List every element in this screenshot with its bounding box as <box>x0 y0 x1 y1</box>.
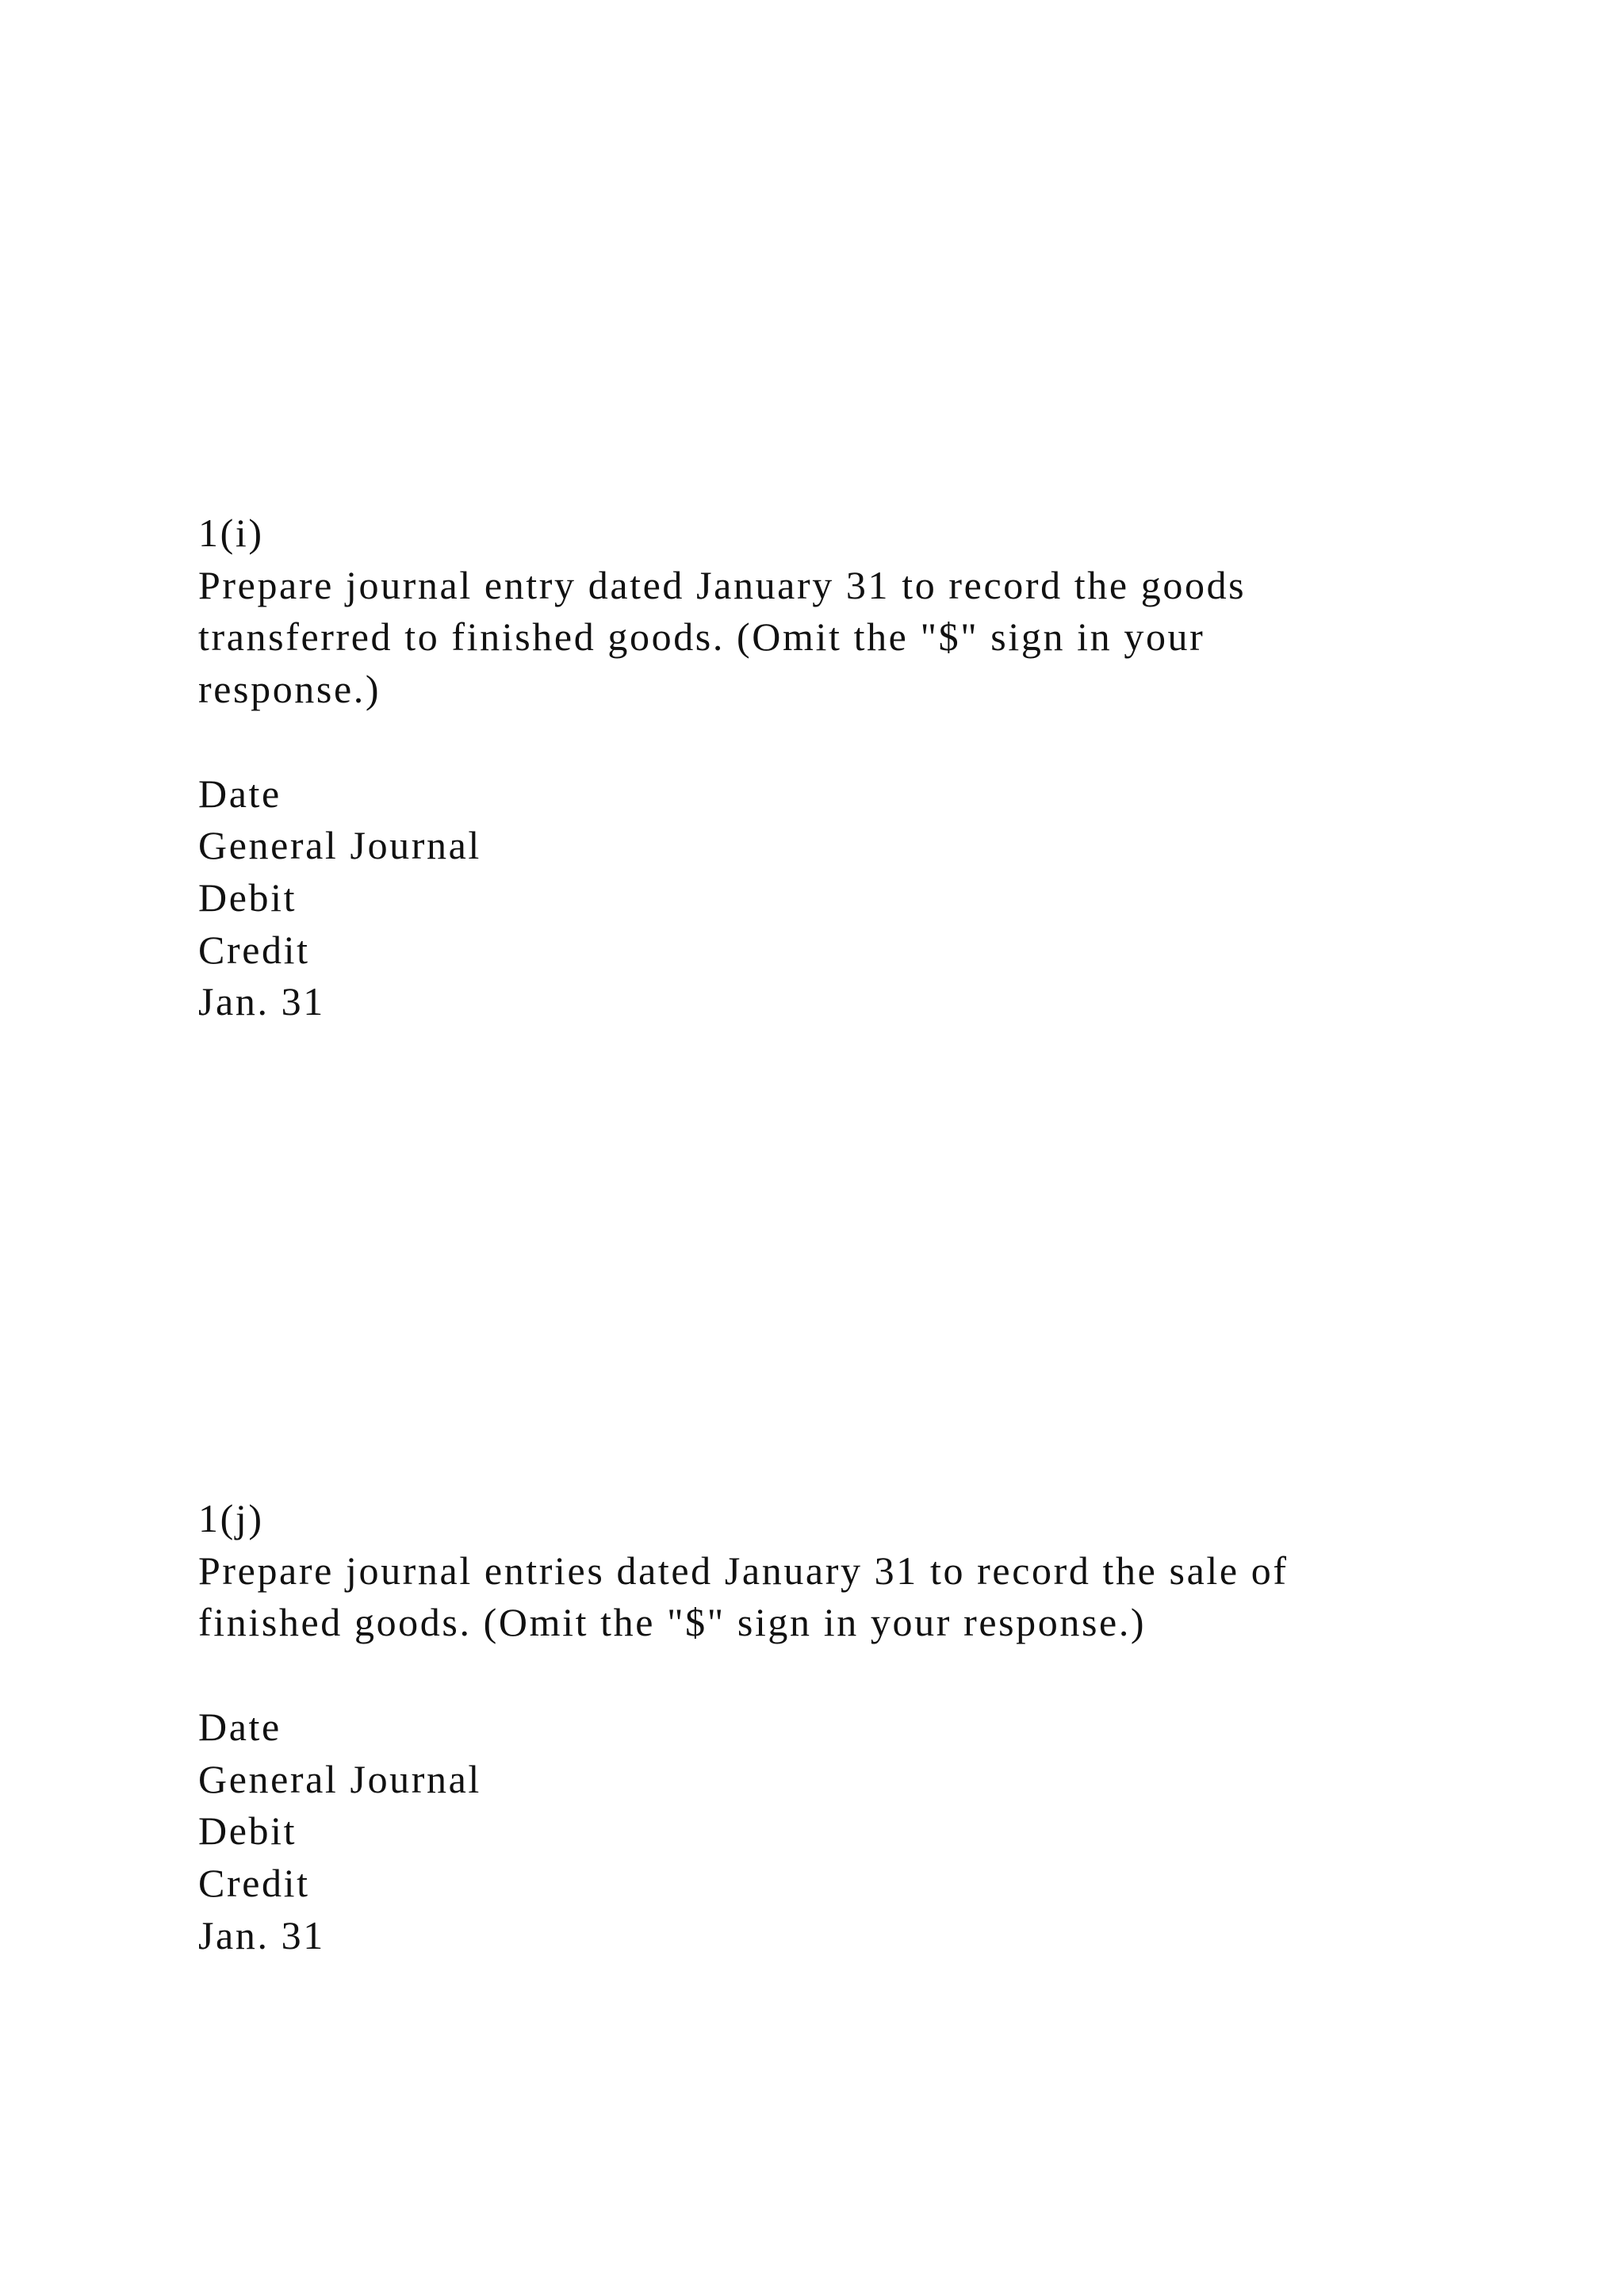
spacer <box>198 716 1435 768</box>
entry-date: Jan. 31 <box>198 979 325 1024</box>
question-prompt-line: Prepare journal entries dated January 31 to record the sale of <box>198 1548 1289 1593</box>
column-header-date: Date <box>198 1704 282 1749</box>
question-prompt-line: finished goods. (Omit the "$" sign in your response.) <box>198 1600 1147 1645</box>
question-prompt-line: Prepare journal entry dated January 31 to record the goods <box>198 562 1247 607</box>
question-prompt-line: transferred to finished goods. (Omit the "$" sign in your <box>198 614 1205 660</box>
question-prompt-line: response.) <box>198 667 381 712</box>
column-header-debit: Debit <box>198 874 297 920</box>
column-header-credit: Credit <box>198 1860 310 1905</box>
question-label: 1(i) <box>198 511 264 555</box>
entry-date: Jan. 31 <box>198 1912 325 1957</box>
column-header-credit: Credit <box>198 927 310 972</box>
question-1i <box>198 507 1435 1028</box>
column-header-general-journal: General Journal <box>198 823 481 868</box>
question-1j <box>198 1493 1435 1961</box>
column-header-debit: Debit <box>198 1808 297 1854</box>
spacer <box>198 1649 1435 1701</box>
column-header-general-journal: General Journal <box>198 1756 481 1801</box>
question-label: 1(j) <box>198 1496 264 1540</box>
column-header-date: Date <box>198 771 282 816</box>
